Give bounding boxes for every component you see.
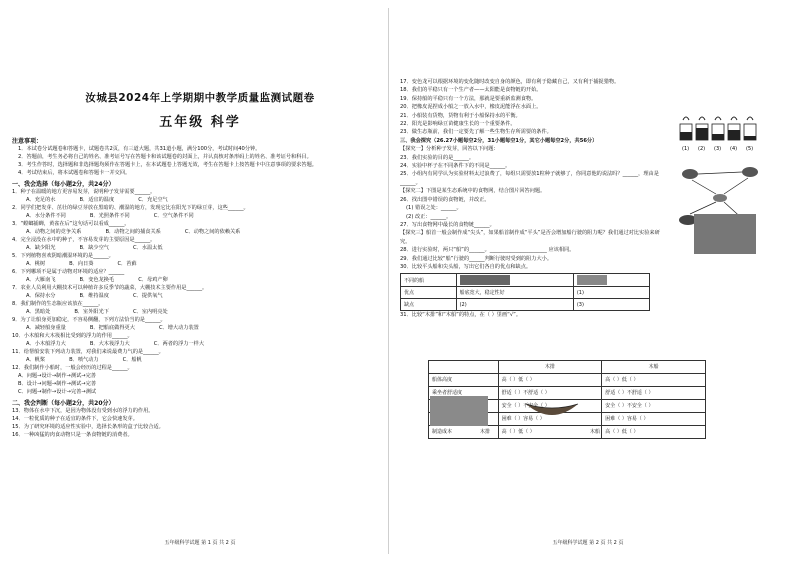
cup-4	[728, 117, 740, 140]
boat-cell[interactable]: 高（ ）低（ ）	[602, 425, 706, 438]
option-c: C．提供氧气	[133, 293, 163, 299]
option-a: A．桃树	[26, 261, 46, 267]
explore-1-header: 【探究一】分析种子发芽，回答以下问题：	[400, 146, 499, 153]
note-2: 2．答题前，考生务必将自己的姓名、准考证号写在答题卡和该试题卷的封面上，并认真核对条形码上的姓名、准考证号和科目。	[18, 154, 312, 160]
option-c: C．苔藓	[117, 261, 137, 267]
table-row	[429, 360, 706, 373]
question-6: 6．下列哪项不是属于动物对环境的适应？______	[12, 269, 125, 275]
cup-2	[696, 117, 708, 140]
option-a: A．减轻船身重量	[26, 325, 66, 331]
boats-photo	[694, 214, 756, 254]
option-c: C．空气条件不同	[153, 213, 194, 219]
note-4: 4．考试结束后，将本试题卷和答题卡一并交回。	[18, 170, 131, 176]
question-12: 12．我们制作小船时，一般会经历的过程是______。	[12, 365, 133, 371]
section-judge-header: 二、我会判断（每小题2分，共20分）	[12, 400, 115, 407]
question-16: 16．一种凶猛的肉食动物只是一条食物链的消费者。	[12, 432, 133, 438]
question-5-options	[12, 260, 388, 268]
question-8: 8．我们制作的生态瓶应该放在______。	[12, 301, 104, 307]
boat-cell[interactable]: 安全（ ）不安全（ ）	[602, 399, 706, 412]
question-14: 14．一粒优质的种子在适宜的条件下，它会快速发芽。	[12, 416, 138, 422]
raft-cell[interactable]: 困难（ ）容易（ ）	[498, 412, 602, 425]
option-c: C．问题→制作→设计→完善→测试	[18, 389, 97, 395]
question-22: 22．阳光是影响绿豆苗健康生长的一个重要条件。	[400, 121, 516, 128]
question-1-options	[12, 196, 388, 204]
notes-header: 注意事项：	[12, 138, 43, 145]
question-7: 7．农业人员利用大棚技术可以种植许多反季节的蔬菜，大棚技术主要作用是______。	[12, 285, 208, 291]
option-c: C．两者的浮力一样大	[153, 341, 205, 347]
table-row	[401, 274, 650, 287]
table-corner	[429, 360, 499, 373]
seed-cups-figure	[678, 106, 762, 162]
explore-3-header: 【探究三】船首一般会制作成“尖头”，如果船首制作成“平头”是否会增加船行驶的阻力呢？我们通过对比实验来研究。	[400, 230, 660, 245]
question-3-options	[12, 228, 388, 236]
option-b: B．大木筏浮力大	[89, 341, 130, 347]
question-15: 15．为了研究环境的适应性实验中，选择长条形的盒子比较合适。	[12, 424, 164, 430]
exam-title: 汝城县2024年上学期期中教学质量监测试题卷	[85, 92, 315, 104]
option-b: B．喷气动力	[69, 357, 99, 363]
question-25: 25．小组内有同学认为实验材料太过浪费了，每组只需要放1粒种子就够了，你同意他的说法吗？______，理由是______。	[400, 171, 659, 186]
cup-5	[744, 117, 756, 140]
option-b: B．把船底做得更大	[89, 325, 135, 331]
cup-label-3: (3)	[714, 146, 722, 152]
option-a: A．小木船浮力大	[26, 341, 66, 347]
option-c: C．充足空气	[138, 197, 168, 203]
question-26a: (1) 错误之处：______。	[406, 205, 462, 212]
cup-3	[712, 117, 724, 140]
question-30: 30．比较平头船和尖头船，写出它们各自的优点和缺点。	[400, 263, 532, 270]
section-explore-header: 三、我会探究（26.27小题每空2分，31小题每空1分，其它小题每空2分，共56分）	[400, 137, 598, 144]
page-footer: 五年级科学试题 第 1 页 共 2 页	[164, 540, 236, 546]
question-26: 26．找出图中错误的食物链，并改正。	[400, 196, 490, 203]
question-5: 5．下列植物喜欢阴暗潮湿环境的是______。	[12, 253, 114, 259]
top-spacer	[400, 12, 776, 78]
question-26b: (2) 改正：______。	[406, 213, 452, 220]
explore-2-header: 【探究二】下图是某生态系统中的食物网，结合图片回答问题。	[400, 188, 546, 195]
table-row	[401, 287, 650, 299]
animal-icon	[682, 169, 698, 179]
raft-cell[interactable]: 高（ ）低（ ）	[498, 373, 602, 386]
exam-page-1	[12, 12, 388, 552]
question-7-options	[12, 292, 388, 300]
row-label: 制造成本	[429, 425, 499, 438]
raft-cell[interactable]: 舒适（ ）不舒适（ ）	[498, 386, 602, 399]
option-c: C．船帆	[122, 357, 142, 363]
option-c: C．母鸡产卵	[138, 277, 168, 283]
question-10: 10．小木船和大木筏相比受到的浮力的作用______。	[12, 333, 133, 339]
question-23: 23．做生态瓶前，我们一定要先了解一些生物生存所需要的条件。	[400, 129, 552, 136]
cup-label-5: (5)	[746, 146, 754, 152]
option-b: B．向日葵	[69, 261, 94, 267]
question-11: 11．给帮船安装下列动力装置，对我们来说最费力气的是______。	[12, 349, 164, 355]
question-13: 13．物体在水中下沉，是因为物体没有受到水的浮力的作用。	[12, 408, 154, 414]
note-3: 3．考生作答时，选择题和非选择题均须作在答题卡上，在本试题卷上答题无效，考生在答题卡上按答题卡中注意事项的要求答题。	[18, 162, 317, 168]
boat-cell[interactable]: 舒适（ ）不舒适（ ）	[602, 386, 706, 399]
question-18: 18．我们的平稳只有一个生产者——太阳能是食物链的开始。	[400, 87, 542, 94]
row-label: 船体高度	[429, 373, 499, 386]
raft-label: 木排	[480, 429, 491, 435]
question-24: 24．实验中杯子在不同条件下的不同是______。	[400, 163, 511, 170]
exam-subtitle: 五年级 科学	[159, 115, 241, 130]
question-20: 20．把橡皮泥捏成小船之一放入水中，橡皮泥能浮在水面上。	[400, 104, 542, 111]
pointed-boat-image-cell	[573, 274, 649, 287]
question-11-options	[12, 356, 388, 364]
boat-cell[interactable]: 困难（ ）容易（ ）	[602, 412, 706, 425]
question-19: 19．保持船的平稳只有一个方法，那就是要重新监测食物。	[400, 95, 537, 102]
question-9-options	[12, 324, 388, 332]
option-b: B．缺少空气	[79, 245, 109, 251]
page-footer: 五年级科学试题 第 2 页 共 2 页	[552, 540, 624, 546]
option-a: A．动物之间的竞争关系	[26, 229, 82, 235]
boat-cell[interactable]: 高（ ）低（ ）	[602, 373, 706, 386]
question-9: 9．为了让船身更加稳定，不容易侧翻，下列方法恰当的是______。	[12, 317, 166, 323]
option-b: B．设计→问题→制作→测试→完善	[18, 381, 97, 387]
table-header-cell: 不同的船	[401, 274, 457, 287]
advantage-pointed[interactable]: (1)	[573, 287, 649, 299]
note-1: 1．本试卷分试题卷和答题卡，试题卷共2页，有三道大题，共31道小题，满分100分，考试时间40分钟。	[18, 146, 261, 152]
question-2: 2．同学们把发芽、茁壮的绿豆芽放在黑暗的、潮湿的地方，发现它比在阳光下的绿豆芽，这些______。	[12, 205, 249, 211]
cup-label-1: (1)	[682, 146, 690, 152]
row-label: 乘坐者舒适度	[429, 386, 499, 399]
column-raft: 木排	[498, 360, 602, 373]
question-10-options	[12, 340, 388, 348]
question-17: 17．变色龙可以根据环境的变化随时改变自身的颜色，即有利于隐藏自己，又有利于捕捉猎物。	[400, 79, 620, 85]
question-4-options	[12, 244, 388, 252]
option-b: B．光照条件不同	[89, 213, 130, 219]
option-b: B．动物之间的捕食关系	[105, 229, 161, 235]
question-28: 28．进行实验时，两只“船”的______。	[400, 247, 490, 254]
option-b: B．适宜的温度	[79, 197, 115, 203]
option-a: A．缺少阳光	[26, 245, 56, 251]
option-a: A．黑暗处	[26, 309, 51, 315]
animal-icon	[742, 167, 758, 177]
question-31: 31．比较“木排”和“木船”的特点，在（ ）里画“√”。	[400, 312, 522, 319]
question-27: 27．写出食物网中最长的食物链______。	[400, 221, 495, 228]
table-row	[429, 425, 706, 438]
section-choice-header: 一、我会选择（每小题2分，共24分）	[12, 181, 115, 188]
question-21: 21．小船装有货物，货物有利于小船保持水的平衡。	[400, 112, 521, 119]
flat-boat-image	[460, 275, 510, 285]
cup-1	[680, 117, 692, 140]
option-b: B．变色龙换毛	[79, 277, 115, 283]
option-a: A．充足的水	[26, 197, 56, 203]
disadvantage-pointed[interactable]: (3)	[573, 299, 649, 311]
option-c: C．室内明亮处	[133, 309, 168, 315]
question-1: 1．种子在温暖的地方更容易发芽，说明种子发芽需要______。	[12, 189, 156, 195]
table-row	[429, 373, 706, 386]
question-2-options	[12, 212, 388, 220]
canoe-label: 木船	[590, 429, 601, 435]
question-23b: 23．我们实验的目的是______。	[400, 154, 475, 161]
cup-label-2: (2)	[698, 146, 706, 152]
cup-label-4: (4)	[730, 146, 738, 152]
canoe-image	[524, 396, 580, 422]
exam-page-2	[400, 12, 776, 552]
disadvantage-flat[interactable]: (2)	[456, 299, 573, 311]
option-c: C．水温太低	[133, 245, 163, 251]
raft-cell[interactable]: 高（ ）低（ ）	[498, 425, 602, 438]
option-c: C．增大动力装置	[158, 325, 199, 331]
question-6-options	[12, 276, 388, 284]
option-a: A．水分条件不同	[26, 213, 66, 219]
question-4: 4．完全浸没在水中的种子，不容易发芽的主要原因是______。	[12, 237, 156, 243]
raft-image	[430, 396, 488, 426]
question-3: 3．“螳螂捕蝉，黄雀在后”这句话可以看成______。	[12, 221, 130, 227]
question-29: 29．我们通过比较“船”行驶的______判断行驶时受到的阻力大小。	[400, 255, 553, 262]
option-a: A．问题→设计→制作→测试→完善	[18, 373, 96, 379]
column-boat: 木船	[602, 360, 706, 373]
option-c: C．动物之间的依赖关系	[184, 229, 241, 235]
pointed-boat-image	[577, 275, 607, 285]
disadvantage-label: 缺点	[401, 299, 457, 311]
option-b: B．维持温度	[79, 293, 109, 299]
question-8-options	[12, 308, 388, 316]
image-spacer	[400, 320, 776, 356]
advantage-flat: 船底宽大，稳定性好	[456, 287, 573, 299]
flat-boat-image-cell	[456, 274, 573, 287]
question-28-tail: 应该相同。	[548, 247, 575, 254]
question-28-row: 28．进行实验时，两只“船”的______。______________________ 应该相同。	[400, 247, 575, 254]
advantage-label: 优点	[401, 287, 457, 299]
option-a: A．帆桨	[26, 357, 46, 363]
option-b: B．室外阳光下	[74, 309, 109, 315]
option-a: A．大雁南飞	[26, 277, 56, 283]
raft-cell[interactable]: 安全（ ）不安全（ ）	[498, 399, 602, 412]
animal-icon	[713, 194, 727, 202]
boat-compare-table	[400, 273, 650, 311]
table-row	[401, 299, 650, 311]
option-a: A．保持水分	[26, 293, 56, 299]
page-divider	[388, 8, 389, 554]
